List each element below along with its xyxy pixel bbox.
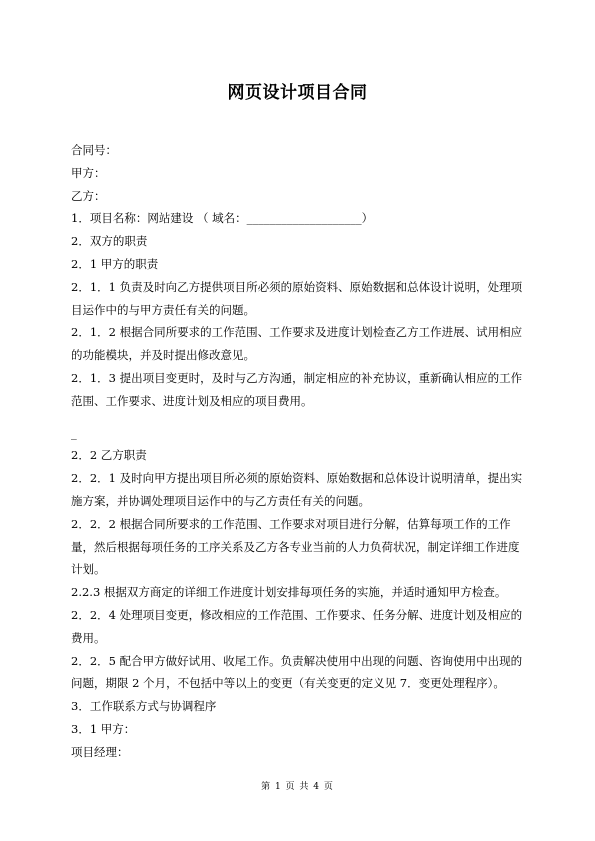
clause-paragraph: 2．1．1 负责及时向乙方提供项目所必须的原始资料、原始数据和总体设计说明，处理项目运作中的与甲方责任有关的问题。: [71, 279, 523, 317]
clause-paragraph: 2．2．2 根据合同所要求的工作范围、工作要求对项目进行分解，估算每项工作的工作量，然后根据每项任务的工序关系及乙方各专业当前的人力负荷状况，制定详细工作进度计划。: [71, 516, 520, 577]
contract-number-line: 合同号：: [71, 143, 117, 157]
clause-paragraph: 2.2.3 根据双方商定的详细工作进度计划安排每项任务的实施，并适时通知甲方检查。: [71, 585, 507, 600]
project-name-line: 1．项目名称：网站建设 （ 域名：____________________）: [71, 211, 374, 226]
separator-mark: _: [71, 425, 77, 440]
clause-paragraph: 2．2．5 配合甲方做好试用、收尾工作。负责解决使用中出现的问题、咨询使用中出现的问题，期限 2 个月，不包括中等以上的变更（有关变更的定义见 7．变更处理程序）。: [71, 653, 523, 691]
section-heading: 3．1 甲方：: [71, 721, 136, 736]
page-footer: 第 1 页 共 4 页: [261, 782, 334, 792]
document-title: 网页设计项目合同: [227, 83, 368, 103]
document-body: [71, 139, 526, 764]
paragraph-gap: [71, 413, 526, 422]
clause-paragraph: 2．1．3 提出项目变更时，及时与乙方沟通，制定相应的补充协议，重新确认相应的工作范围、工作要求、进度计划及相应的项目费用。: [71, 370, 523, 408]
clause-paragraph: 2．2．1 及时向甲方提出项目所必须的原始资料、原始数据和总体设计说明清单，提出实施方案，并协调处理项目运作中的与乙方责任有关的问题。: [71, 471, 523, 508]
project-manager-line: 项目经理：: [71, 744, 129, 759]
section-heading: 2．1 甲方的职责: [71, 256, 159, 271]
party-a-line: 甲方：: [71, 165, 106, 180]
section-heading: 2．双方的职责: [71, 234, 148, 249]
clause-paragraph: 2．2．4 处理项目变更，修改相应的工作范围、工作要求、任务分解、进度计划及相应的费用。: [71, 607, 523, 645]
section-heading: 3．工作联系方式与协调程序: [71, 699, 217, 714]
party-b-line: 乙方：: [71, 188, 106, 203]
clause-paragraph: 2．1．2 根据合同所要求的工作范围、工作要求及进度计划检查乙方工作进展、试用相应的功能模块，并及时提出修改意见。: [71, 325, 523, 363]
section-heading: 2．2 乙方职责: [71, 448, 147, 463]
